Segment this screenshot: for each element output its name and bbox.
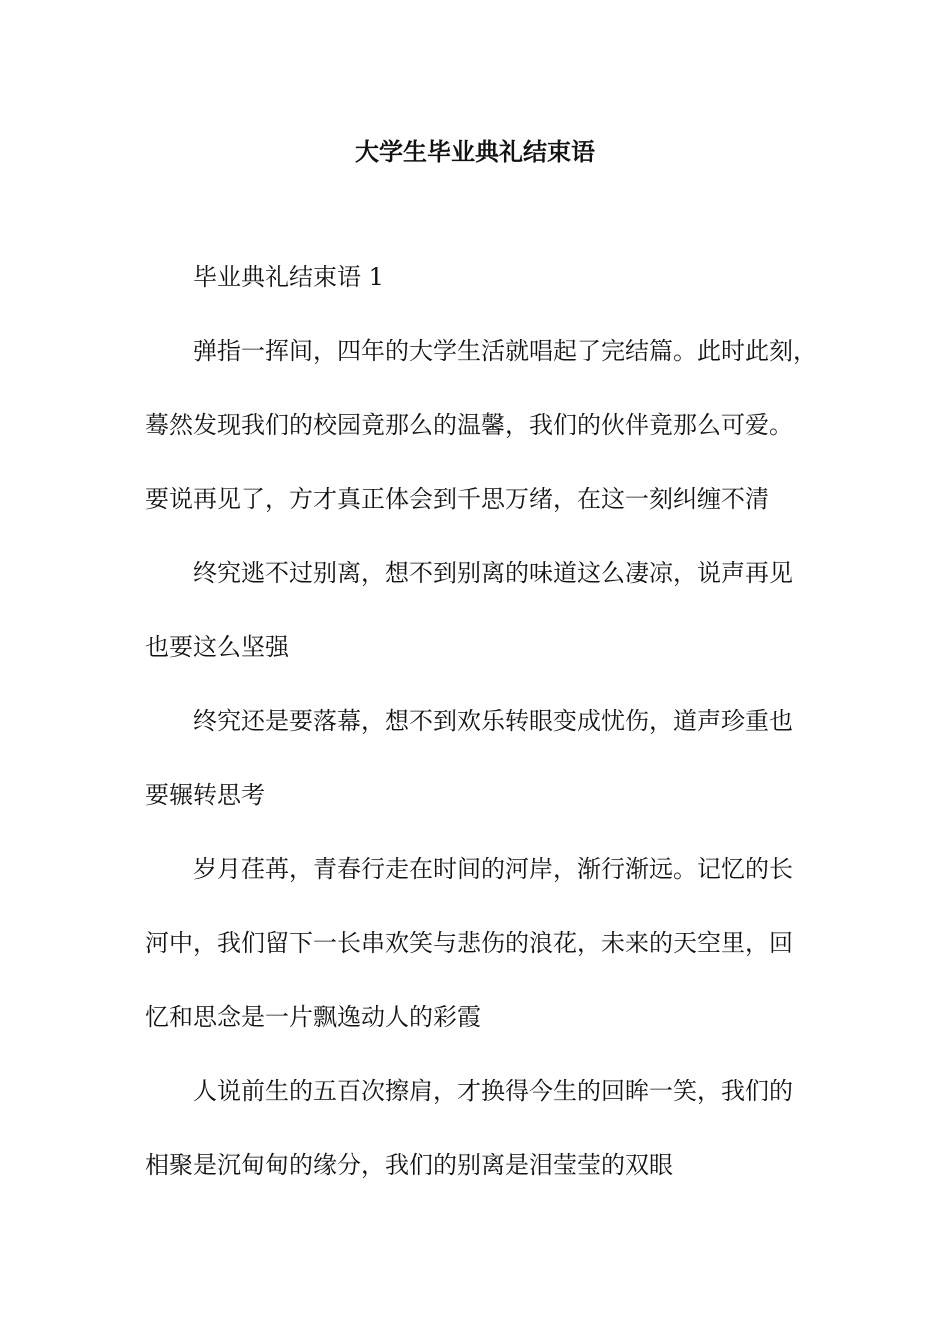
paragraph-4 [145, 851, 835, 1035]
document-title: 大学生毕业典礼结束语 [355, 137, 595, 166]
paragraph-line: 要说再见了，方才真正体会到千思万绪，在这一刻纠缠不清 [145, 485, 769, 513]
paragraph-line: 忆和思念是一片飘逸动人的彩霞 [145, 1003, 481, 1031]
paragraph-line: 弹指一挥间，四年的大学生活就唱起了完结篇。此时此刻， [193, 337, 817, 365]
paragraph-2 [145, 555, 835, 665]
paragraph-5 [145, 1073, 835, 1183]
paragraph-line: 河中，我们留下一长串欢笑与悲伤的浪花，未来的天空里，回 [145, 929, 793, 957]
paragraph-line: 人说前生的五百次擦肩，才换得今生的回眸一笑，我们的 [193, 1077, 793, 1105]
paragraph-line: 相聚是沉甸甸的缘分，我们的别离是泪莹莹的双眼 [145, 1151, 673, 1179]
section-heading: 毕业典礼结束语 1 [193, 263, 384, 291]
paragraph-1 [145, 333, 835, 517]
paragraph-line: 岁月荏苒，青春行走在时间的河岸，渐行渐远。记忆的长 [193, 855, 793, 883]
paragraph-line: 终究逃不过别离，想不到别离的味道这么凄凉，说声再见 [193, 559, 793, 587]
paragraph-3 [145, 703, 835, 813]
paragraph-line: 蓦然发现我们的校园竟那么的温馨，我们的伙伴竟那么可爱。 [145, 411, 793, 439]
paragraph-line: 要辗转思考 [145, 781, 265, 809]
document-body [145, 259, 835, 1183]
paragraph-line: 也要这么坚强 [145, 633, 289, 661]
paragraph-line: 终究还是要落幕，想不到欢乐转眼变成忧伤，道声珍重也 [193, 707, 793, 735]
